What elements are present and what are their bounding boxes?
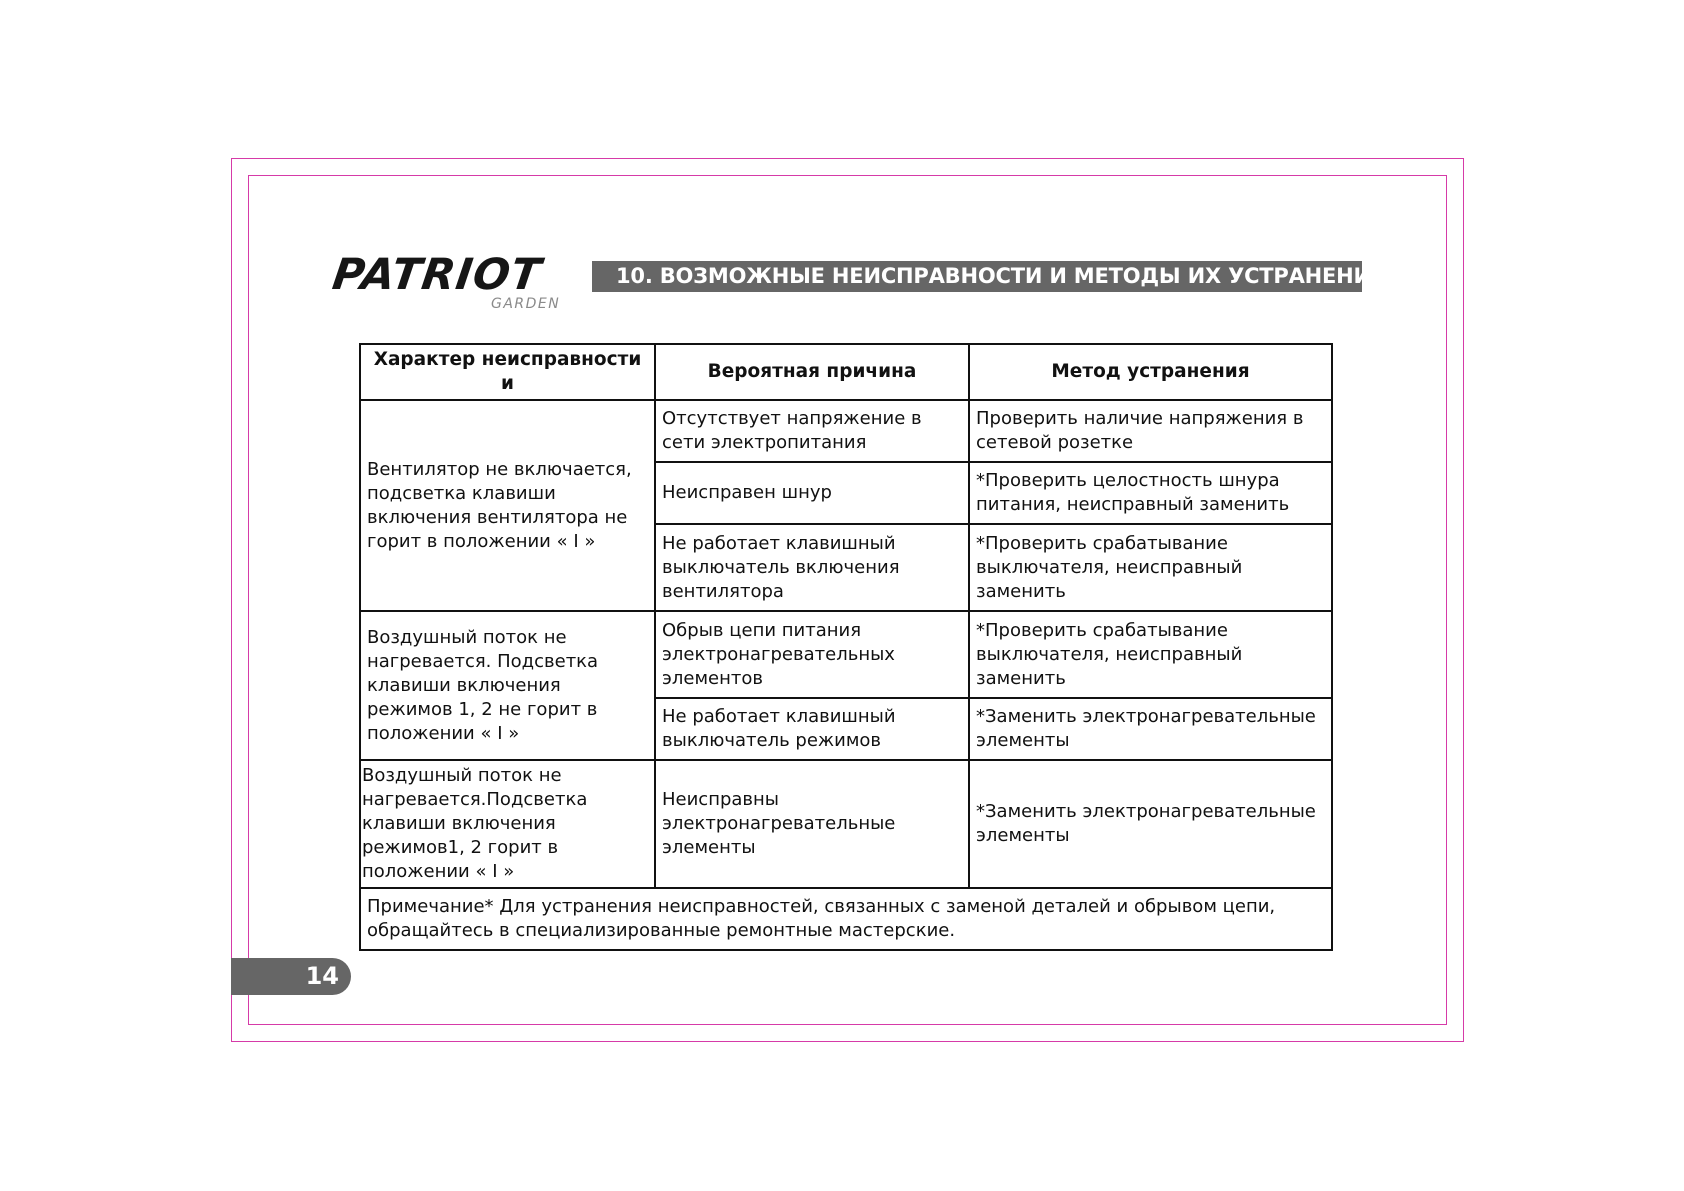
cause-cell: Не работает клавишный выключатель режимов [655,698,969,760]
brand-name: PATRIOT [329,250,545,300]
remedy-cell: *Проверить целостность шнура питания, неисправный заменить [969,462,1332,524]
troubleshooting-table [359,343,1333,951]
table-row [360,760,1332,888]
note-cell: Примечание* Для устранения неисправностей, связанных с заменой деталей и обрывом цепи, обращайтесь в специализированные ремонтные мастерские. [360,888,1332,950]
fault-cell: Воздушный поток не нагревается. Подсветка клавиши включения режимов 1, 2 не горит в положении « I » [360,611,655,760]
header-remedy: Метод устранения [969,344,1332,400]
remedy-cell: *Заменить электронагревательные элементы [969,698,1332,760]
remedy-cell: *Заменить электронагревательные элементы [969,760,1332,888]
fault-cell: Вентилятор не включается, подсветка клавиши включения вентилятора не горит в положении « I » [360,400,655,611]
brand-sub: GARDEN [491,296,561,312]
section-title: 10. ВОЗМОЖНЫЕ НЕИСПРАВНОСТИ И МЕТОДЫ ИХ УСТРАНЕНИЯ [592,261,1362,292]
cause-cell: Обрыв цепи питания электронагревательных элементов [655,611,969,698]
brand-logo [329,250,578,316]
note-row [360,888,1332,950]
remedy-cell: *Проверить срабатывание выключателя, неисправный заменить [969,611,1332,698]
page-number: 14 [305,962,339,990]
table-header-row [360,344,1332,400]
header-cause: Вероятная причина [655,344,969,400]
header-fault: Характер неисправности и [360,344,655,400]
cause-cell: Не работает клавишный выключатель включения вентилятора [655,524,969,611]
table-row [360,611,1332,698]
cause-cell: Отсутствует напряжение в сети электропитания [655,400,969,462]
cause-cell: Неисправен шнур [655,462,969,524]
remedy-cell: *Проверить срабатывание выключателя, неисправный заменить [969,524,1332,611]
cause-cell: Неисправны электронагревательные элементы [655,760,969,888]
fault-cell: Воздушный поток не нагревается.Подсветка клавиши включения режимов1, 2 горит в положении « I » [360,760,655,888]
table-row [360,400,1332,462]
page-number-tab [231,958,351,995]
remedy-cell: Проверить наличие напряжения в сетевой розетке [969,400,1332,462]
